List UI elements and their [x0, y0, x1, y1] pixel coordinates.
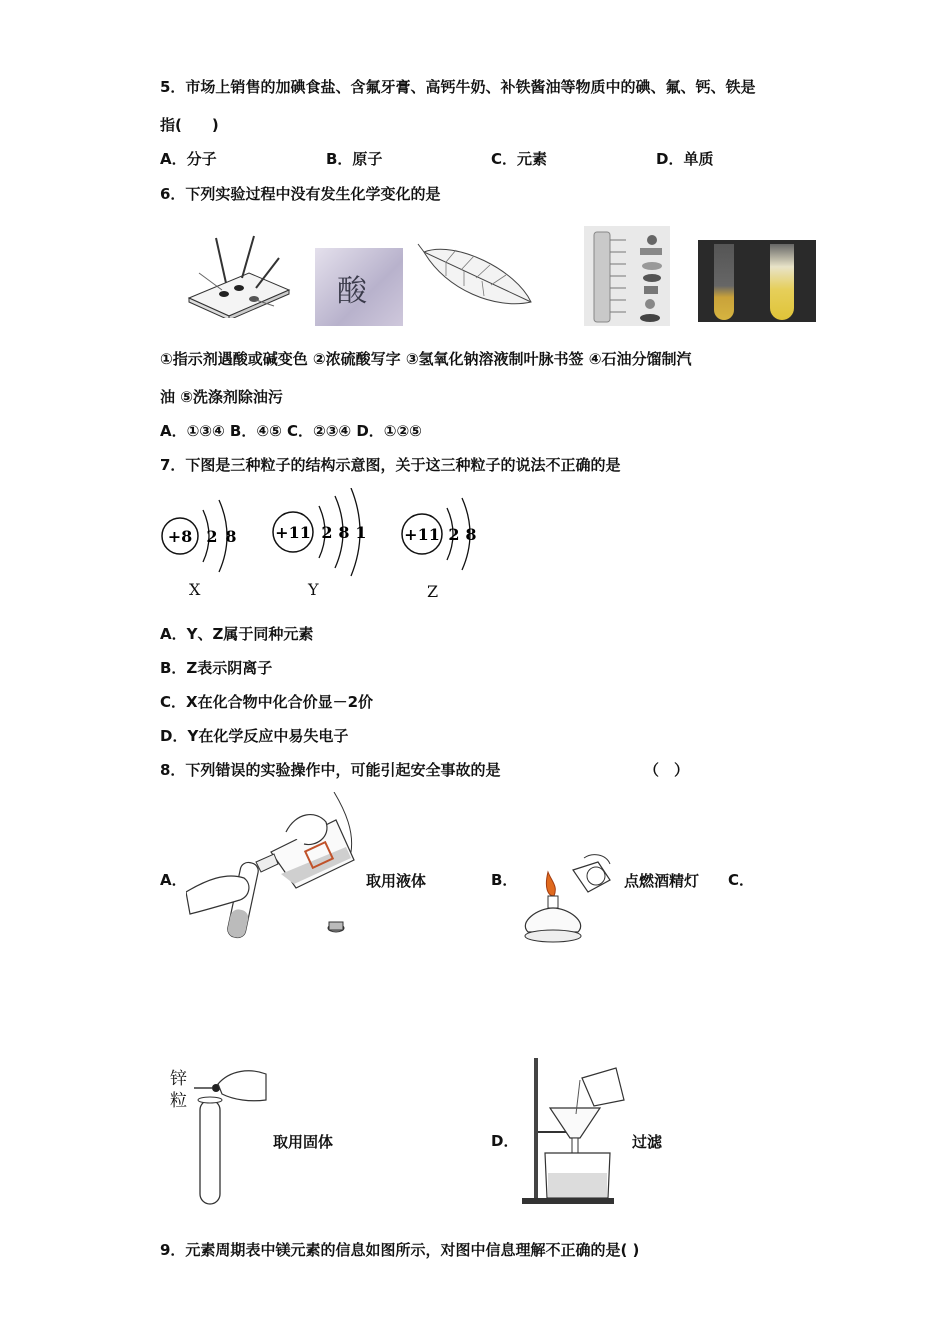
atom-y-shell-3: 1: [355, 523, 367, 542]
q8-option-c-label: C．: [728, 871, 755, 889]
atom-x-diagram: [162, 500, 237, 572]
atom-x-shell-1: 2: [206, 527, 218, 546]
q5-option-b: B．原子: [326, 150, 383, 168]
q7-option-b: B．Z表示阴离子: [160, 659, 273, 677]
q5-stem-line1: 5．市场上销售的加碘食盐、含氟牙膏、高钙牛奶、补铁酱油等物质中的碘、氟、钙、铁是: [160, 78, 756, 96]
atom-y-label: Y: [308, 580, 319, 599]
q8-figure-pour-liquid: [186, 792, 358, 942]
q8-option-a-label: A．: [160, 871, 187, 889]
q8-option-d-label: D．: [491, 1132, 519, 1150]
atom-x-nucleus: +8: [167, 527, 193, 546]
test-tube-right: [770, 244, 794, 320]
q9-stem: 9．元素周期表中镁元素的信息如图所示，对图中信息理解不正确的是( ): [160, 1241, 640, 1259]
q5-option-d: D．单质: [656, 150, 714, 168]
q5-stem-line2: 指( ): [160, 116, 219, 134]
atom-z-shell-2: 8: [465, 525, 477, 544]
q8-figure-filtration: [520, 1058, 632, 1208]
q8-option-d-caption: 过滤: [632, 1133, 663, 1151]
q6-items-line2: 油 ⑤洗涤剂除油污: [160, 388, 283, 406]
q6-stem: 6．下列实验过程中没有发生化学变化的是: [160, 185, 441, 203]
q6-figure-spot-plate: [184, 228, 294, 318]
test-tube-left: [714, 244, 734, 320]
q6-figure-acid-writing: [315, 248, 403, 326]
zinc-granule-label: [170, 1068, 187, 1112]
q8-option-b-label: B．: [491, 871, 518, 889]
q6-items-line1: ①指示剂遇酸或碱变色 ②浓硫酸写字 ③氢氧化钠溶液制叶脉书签 ④石油分馏制汽: [160, 350, 692, 368]
atom-y-nucleus: +11: [275, 523, 311, 542]
q6-figure-oil-distillation: [584, 226, 670, 326]
q5-option-c: C．元素: [491, 150, 548, 168]
q8-option-b-caption: 点燃酒精灯: [624, 872, 700, 890]
q8-figure-add-solid: [190, 1060, 270, 1210]
atom-y-diagram: [273, 488, 367, 576]
atom-x-shell-2: 8: [225, 527, 237, 546]
zinc-label-char-1: 锌: [170, 1069, 187, 1089]
atom-z-shell-1: 2: [448, 525, 460, 544]
atom-x-label: X: [189, 580, 201, 599]
q8-option-a-caption: 取用液体: [366, 872, 427, 890]
atom-z-diagram: [402, 498, 477, 570]
q8-answer-paren: （ ）: [644, 761, 690, 779]
acid-writing-char: 酸: [337, 274, 367, 309]
atom-z-label: Z: [427, 582, 439, 601]
q7-option-a: A．Y、Z属于同种元素: [160, 625, 314, 643]
q6-figure-test-tubes: [698, 240, 816, 322]
q6-figure-leaf-skeleton: [416, 240, 536, 315]
q7-option-d: D．Y在化学反应中易失电子: [160, 727, 349, 745]
atom-z-nucleus: +11: [404, 525, 440, 544]
q8-option-c-caption: 取用固体: [273, 1133, 334, 1151]
q5-option-a: A．分子: [160, 150, 217, 168]
zinc-label-char-2: 粒: [170, 1091, 187, 1111]
atom-y-shell-2: 8: [338, 523, 350, 542]
q7-atom-diagrams: [155, 488, 505, 583]
atom-y-shell-1: 2: [321, 523, 333, 542]
q7-stem: 7．下图是三种粒子的结构示意图，关于这三种粒子的说法不正确的是: [160, 456, 621, 474]
q8-figure-alcohol-lamp: [518, 852, 618, 947]
q7-option-c: C．X在化合物中化合价显－2价: [160, 693, 374, 711]
q8-stem: 8．下列错误的实验操作中，可能引起安全事故的是: [160, 761, 501, 779]
q6-options: A．①③④ B．④⑤ C．②③④ D．①②⑤: [160, 422, 422, 440]
